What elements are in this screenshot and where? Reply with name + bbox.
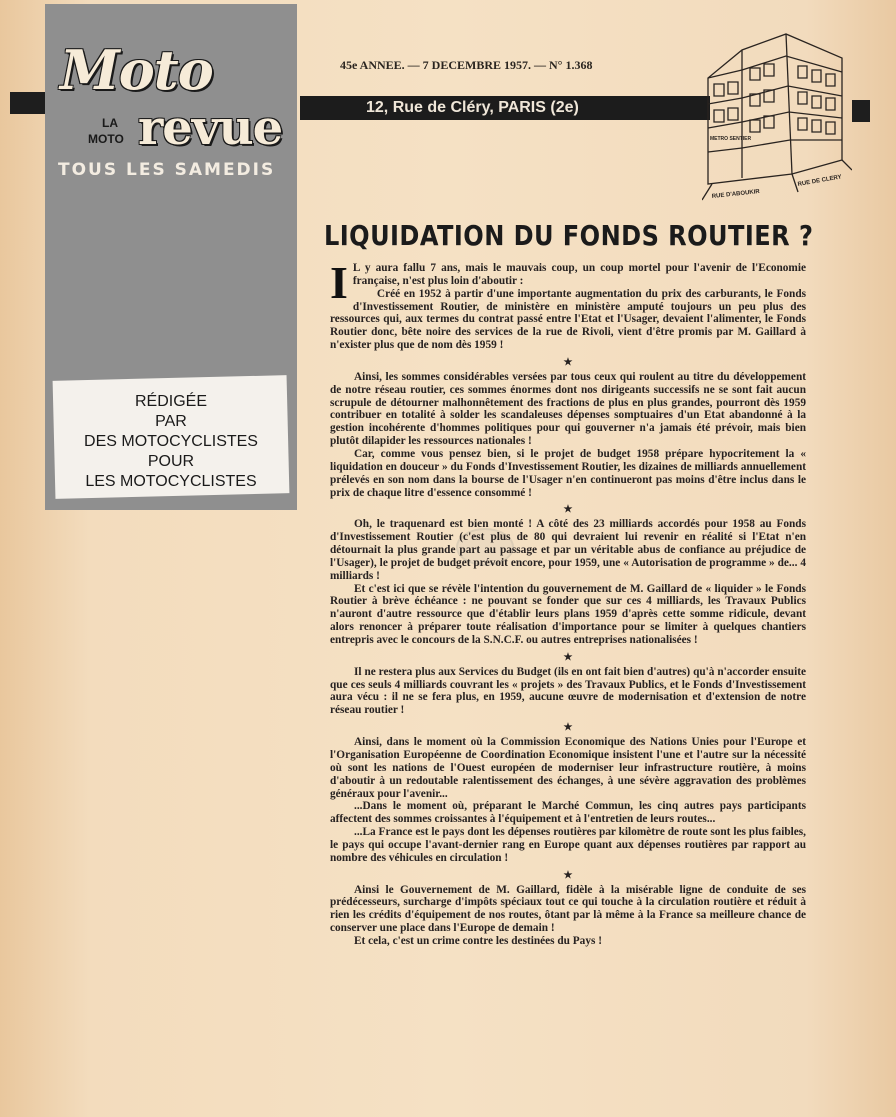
article-paragraph: Ainsi le Gouvernement de M. Gaillard, fidèle à la misérable ligne de conduite de ses prédécesseurs, surcharge d'impôts spéciaux tout ce qui touche à la circulation routière et réduit à rien les crédits d'équipement de nos routes, ôtant par là même à la France sa meilleure chance de conserver une place dans l'Europe de demain ! bbox=[330, 883, 806, 935]
article-paragraph: ...Dans le moment où, préparant le Marché Commun, les cinq autres pays participants affectent des sommes croissantes à l'équipement et à l'entretien de leurs routes... bbox=[330, 800, 806, 826]
article-paragraph: Et cela, c'est un crime contre les destinées du Pays ! bbox=[354, 934, 602, 947]
paragraph-text: L y aura fallu 7 ans, mais le mauvais coup, un coup mortel pour l'avenir de l'Economie française, n'est plus loin d'aboutir : bbox=[352, 262, 806, 287]
separator-star-icon: ★ bbox=[563, 869, 573, 881]
left-rule bbox=[10, 92, 46, 114]
logo-la: LA bbox=[102, 116, 118, 130]
issue-line: 45e ANNEE. — 7 DECEMBRE 1957. — N° 1.368 bbox=[340, 58, 593, 72]
right-rule bbox=[852, 100, 870, 122]
building-label-aboukir: RUE D'ABOUKIR bbox=[711, 188, 761, 200]
building-illustration bbox=[702, 24, 852, 204]
separator-star-icon: ★ bbox=[563, 651, 573, 663]
redige-line: LES MOTOCYCLISTES bbox=[85, 473, 257, 490]
building-label-clery: RUE DE CLERY bbox=[797, 174, 843, 188]
building-drawing bbox=[702, 34, 852, 200]
logo-moto-small: MOTO bbox=[88, 132, 124, 146]
separator-star-icon: ★ bbox=[563, 356, 573, 368]
redige-line: POUR bbox=[147, 453, 195, 470]
article-paragraph: Ainsi, dans le moment où la Commission Economique des Nations Unies pour l'Europe et l'Organisation Européenne de Coordination Economique insistent l'une et l'autre sur la nécessité où sont les nations de l'Ouest européen de moderniser leur infrastructure routière, à moins d'aboutir à un redoutable ralentissement des échanges, à une sévère aggravation des problèmes généraux pour l'avenir... bbox=[330, 736, 806, 800]
article-paragraph bbox=[330, 257, 806, 308]
article-paragraph: Oh, le traquenard est bien monté ! A côté des 23 milliards accordés pour 1958 au Fonds d'Investissement Routier (c'est plus de 80 qui devraient lui revenir en réalité si l'Etat n'en détournait la plus grande part au passage et par un véritable abus de confiance au préjudice de l'Usager), le projet de budget prévoit encore, pour 1959, une « Autorisation de programme » de... 4 milliards ! bbox=[330, 518, 806, 582]
logo-revue: revue bbox=[138, 100, 283, 156]
redige-line: RÉDIGÉE bbox=[134, 393, 207, 410]
article-paragraph: Et c'est ici que se révèle l'intention du gouvernement de M. Gaillard de « liquider » le Fonds Routier à brève échéance : ne pouvant se fonder que sur ces 4 milliards, les Travaux Publics n'auront d'autre ressource que d'établir leurs plans 1959 d'après cette somme ridicule, devant alors renoncer à préparer toute réalisation d'importance pour se limiter à quelques chantiers entrepris avec le concours de la S.N.C.F. ou autres entreprises nationalisées ! bbox=[330, 582, 806, 646]
separator-star-icon: ★ bbox=[563, 504, 573, 516]
separator-star-icon: ★ bbox=[563, 722, 573, 734]
redige-line: PAR bbox=[155, 413, 187, 430]
article-paragraph: Ainsi, les sommes considérables versées par tous ceux qui roulent au titre du développement de notre réseau routier, ces sommes énormes dont nos dirigeants successifs ne se sont fait aucun scrupule de détourner malhonnêtement des fractions de plus en plus grandes, pourront dès 1959 contribuer en totalité à solder les scandaleuses dépenses somptuaires d'un Etat abandonné à la gestion incohérente d'hommes politiques pour qui gouverner n'a jamais été prévoir, mais bien plutôt dilapider les ressources nationales ! bbox=[330, 370, 806, 448]
article-paragraph: Il ne restera plus aux Services du Budget (ils en ont fait bien d'autres) qu'à n'accorder ensuite que ces seuls 4 milliards couvrant les « projets » des Travaux Publics, et le Fonds d'Investissement aura vécu : il ne se fera plus, en 1959, aucune œuvre de modernisation et d'extension de notre réseau routier ! bbox=[330, 665, 806, 717]
logo-moto: Moto bbox=[60, 38, 213, 102]
building-label-metro: METRO SENTIER bbox=[710, 136, 752, 142]
address: 12, Rue de Cléry, PARIS (2e) bbox=[366, 99, 579, 116]
article-body bbox=[330, 257, 806, 948]
redige-text bbox=[54, 392, 288, 492]
article-paragraph: Car, comme vous pensez bien, si le projet de budget 1958 prépare hypocritement la « liquidation en douceur » du Fonds d'Investissement Routier, les dizaines de milliards annuellement prélevés en son nom dans la bourse de l'Usager n'en continueront pas moins d'être inclus dans le prix de chaque litre d'essence consommé ! bbox=[330, 447, 806, 499]
article-paragraph: Créé en 1952 à partir d'une importante augmentation du prix des carburants, le Fonds d'Investissement Routier, de ministère en ministère amputé toujours un peu plus des ressources qui, aux termes du contrat passé entre l'Etat et l'Usager, devaient l'alimenter, le Fonds Routier donc, bête noire des services de la rue de Rivoli, vient d'être promis par M. Gaillard à n'exister plus que de nom dès 1959 ! bbox=[330, 287, 806, 352]
redige-line: DES MOTOCYCLISTES bbox=[84, 433, 258, 450]
masthead-tagline: TOUS LES SAMEDIS bbox=[58, 160, 276, 180]
article-title: LIQUIDATION DU FONDS ROUTIER ? bbox=[324, 219, 814, 252]
article-paragraph: ...La France est le pays dont les dépenses routières par kilomètre de route sont les plus faibles, le pays qui occupe l'avant-dernier rang en Europe quant aux dépenses routières par rapport au nombre des véhicules en circulation ! bbox=[330, 826, 806, 864]
drop-cap: I bbox=[330, 257, 348, 308]
